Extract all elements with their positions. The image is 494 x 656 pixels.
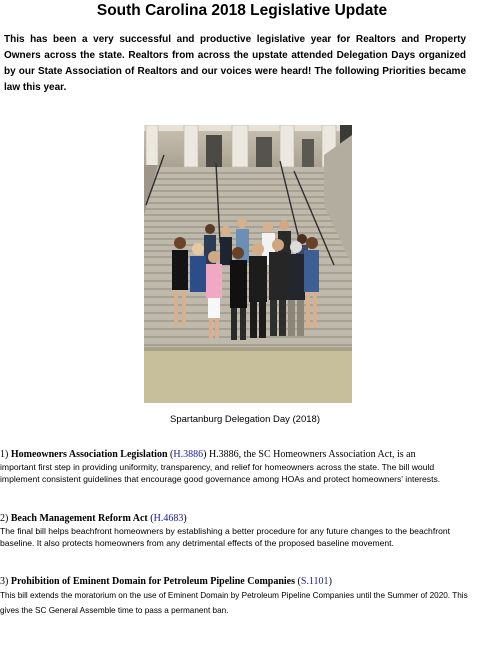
item-body: The final bill helps beachfront homeowners by establishing a better procedure for any future changes to the beachfront baseline. It also protects homeowners from any detrimental effects of the proposed baseline movement.: [0, 526, 451, 549]
priority-item-2-heading: 2) Beach Management Reform Act (H.4683): [0, 513, 187, 524]
priority-item-3-heading: 3) Prohibition of Eminent Domain for Petroleum Pipeline Companies (S.1101): [0, 576, 332, 587]
item-title: Beach Management Reform Act: [10, 513, 148, 524]
priority-item-3: [0, 576, 470, 618]
bill-link[interactable]: S.1101: [300, 576, 329, 587]
page-title: South Carolina 2018 Legislative Update: [96, 2, 388, 19]
bill-link[interactable]: H.4683: [153, 513, 184, 524]
intro-paragraph: This has been a very successful and productive legislative year for Realtors and Property Owners across the state. Realtors from across the upstate attended Delegation Days organized by our State Association of Realtors and our voices were heard! The following Priorities became law this year.: [4, 34, 466, 93]
item-number: 2): [0, 513, 9, 524]
priority-item-1: [0, 449, 470, 486]
item-body: important first step in providing uniformity, transparency, and relief for homeowners across the state. The bill would implement consistent guidelines that encourage good governance among HOAs and protect homeowners' interests.: [0, 462, 441, 485]
item-title: Prohibition of Eminent Domain for Petroleum Pipeline Companies: [10, 576, 296, 587]
delegation-photo: [144, 125, 352, 403]
item-lead: H.3886, the SC Homeowners Association Act, is an: [208, 449, 416, 460]
item-number: 3): [0, 576, 9, 587]
item-title: Homeowners Association Legislation: [10, 449, 168, 460]
item-number: 1): [0, 449, 9, 460]
priority-item-2: [0, 513, 470, 550]
item-body: This bill extends the moratorium on the use of Eminent Domain by Petroleum Pipeline Companies until the Summer of 2020. This gives the SC General Assemble time to pass a permanent ban.: [0, 591, 468, 615]
priority-item-1-heading: 1) Homeowners Association Legislation (H.3886) H.3886, the SC Homeowners Association Act, is an: [0, 449, 416, 460]
photo-caption: Spartanburg Delegation Day (2018): [170, 414, 320, 425]
delegation-photo-image: [144, 125, 352, 403]
bill-link[interactable]: H.3886: [173, 449, 204, 460]
